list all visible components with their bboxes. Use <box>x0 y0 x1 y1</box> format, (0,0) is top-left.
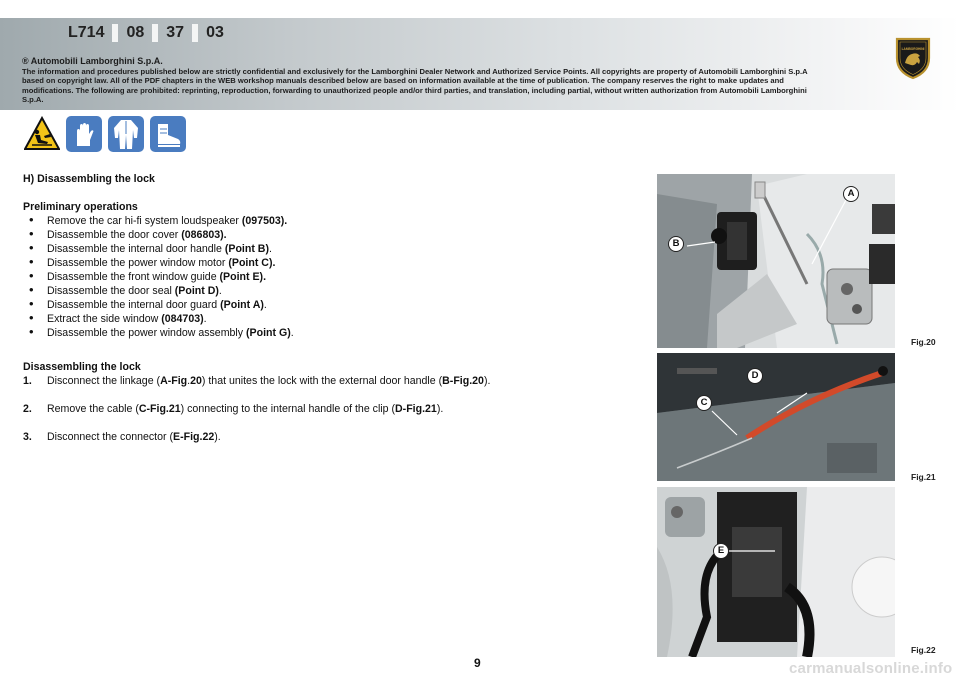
copyright-title: ® Automobili Lamborghini S.p.A. <box>22 56 163 66</box>
warning-hazard-icon <box>24 116 60 152</box>
callout-e: E <box>713 543 729 559</box>
lock-section-title: Disassembling the lock <box>23 361 141 373</box>
ppe-icons <box>24 116 186 152</box>
logo-text: LAMBORGHINI <box>901 46 925 51</box>
copyright-text: The information and procedures published below are strictly confidential and exclusively for the Lamborghini Dealer Network and Authorized Service Points. All copyrights are property of Automobili Lamborghini S.p.A based on copyright law. All of the PDF chapters in the WEB workshop manuals described below are based on information available at the time of publication. The company reserves the right to make updates and modifications. The following are prohibited: reprinting, reproduction, forwarding to unauthorized people and/or third parties, and translation, including partial, without written authorization from Automobili Lamborghini S.p.A. <box>22 67 808 105</box>
callout-d: D <box>747 368 763 384</box>
step-item: 3. Disconnect the connector (E-Fig.22). <box>23 431 221 443</box>
callout-a: A <box>843 186 859 202</box>
section-title: H) Disassembling the lock <box>23 173 155 185</box>
preliminary-operations-list <box>23 214 643 340</box>
overalls-icon <box>108 116 144 152</box>
figure-20-photo <box>657 174 895 348</box>
list-item: • Disassemble the front window guide (Point E). <box>23 270 643 284</box>
figure-20-label: Fig.20 <box>911 337 936 347</box>
figure-22-photo <box>657 487 895 657</box>
page-number: 9 <box>474 656 481 670</box>
list-item: • Disassemble the power window motor (Point C). <box>23 256 643 270</box>
list-item: • Disassemble the door cover (086803). <box>23 228 643 242</box>
model-code: L714 <box>68 24 105 41</box>
callout-b: B <box>668 236 684 252</box>
document-codes <box>60 24 232 42</box>
callout-c: C <box>696 395 712 411</box>
list-item: • Disassemble the internal door guard (Point A). <box>23 298 643 312</box>
lamborghini-logo-icon <box>893 36 933 80</box>
safety-shoes-icon <box>150 116 186 152</box>
section-code: 03 <box>206 24 224 41</box>
figure-21-label: Fig.21 <box>911 472 936 482</box>
list-item: • Disassemble the power window assembly (Point G). <box>23 326 643 340</box>
list-item: • Disassemble the door seal (Point D). <box>23 284 643 298</box>
subgroup-code: 37 <box>166 24 185 41</box>
figure-21-photo <box>657 353 895 481</box>
list-item: • Extract the side window (084703). <box>23 312 643 326</box>
gloves-icon <box>66 116 102 152</box>
procedure-content <box>23 172 643 458</box>
group-code: 08 <box>126 24 145 41</box>
list-item: • Disassemble the internal door handle (Point B). <box>23 242 643 256</box>
steps-list <box>23 374 643 444</box>
step-item: 2. Remove the cable (C-Fig.21) connecting to the internal handle of the clip (D-Fig.21). <box>23 403 444 415</box>
copyright-notice <box>22 56 830 105</box>
watermark: carmanualsonline.info <box>789 660 953 677</box>
figure-22-label: Fig.22 <box>911 645 936 655</box>
preliminary-title: Preliminary operations <box>23 201 138 213</box>
list-item: • Remove the car hi-fi system loudspeaker (097503). <box>23 214 643 228</box>
step-item: 1. Disconnect the linkage (A-Fig.20) that unites the lock with the external door handle (B-Fig.20). <box>23 375 491 387</box>
